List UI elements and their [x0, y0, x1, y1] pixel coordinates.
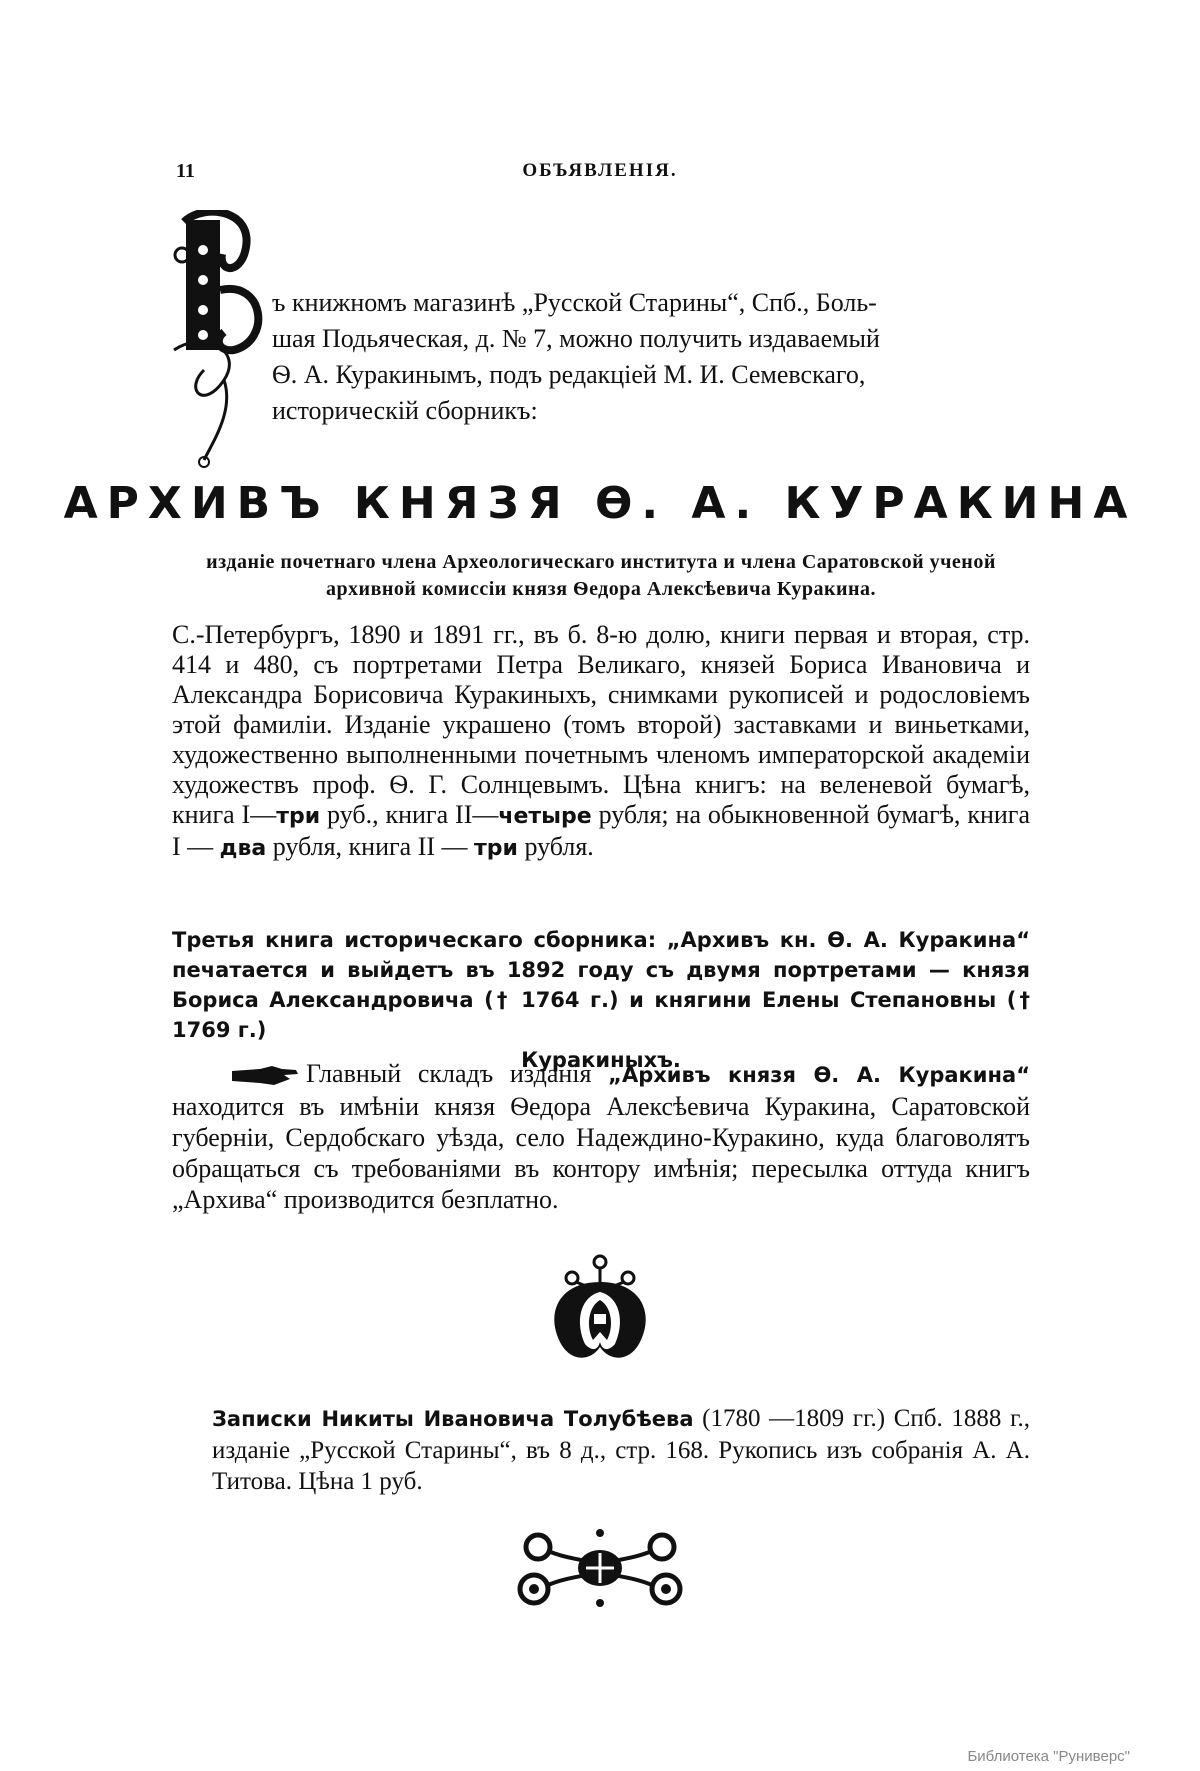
- desc-part-3: рубля; на обыкновенной бумагѣ, книга I —: [172, 800, 1030, 861]
- pointing-hand-icon: [230, 1065, 300, 1087]
- notice-text: Третья книга историческаго сборника: „Архивъ кн. Ѳ. А. Куракина“ печатается и выйдетъ въ 1892 году съ двумя портретами — князя Бориса Александровича († 1764 г.) и княгини Елены Степановны († 1769 г.): [172, 928, 1030, 1042]
- page-number: 11: [176, 160, 195, 182]
- notice-last-line: Куракиныхъ.: [521, 1048, 681, 1072]
- stock-part-1: Главный складъ изданія: [306, 1059, 609, 1088]
- stock-bold: „Архивъ князя Ѳ. А. Куракина“: [608, 1063, 1030, 1087]
- intro-line-1: ъ книжномъ магазинѣ „Русской Старины“, Спб., Боль-: [272, 288, 877, 317]
- book-description: [172, 620, 1030, 864]
- intro-paragraph: [272, 285, 1032, 429]
- stock-part-2: находится въ имѣніи князя Ѳедора Алексѣевича Куракина, Саратовской губерніи, Сердобскаго уѣзда, село Надеждино-Куракино, куда благоволятъ обращаться съ требованіями въ контору имѣнія; пересылка оттуда книгъ „Архива“ производится безплатно.: [172, 1092, 1030, 1214]
- price-3: два: [219, 836, 267, 861]
- book-subtitle: изданіе почетнаго члена Археологическаго института и члена Саратовской ученой архивной комиссіи князя Ѳедора Алексѣевича Куракина.: [206, 551, 996, 600]
- intro-line-2: шая Подьяческая, д. № 7, можно получить издаваемый: [272, 324, 880, 353]
- desc-part-1: С.-Петербургъ, 1890 и 1891 гг., въ б. 8-ю долю, книги первая и вторая, стр. 414 и 480, съ портретами Петра Великаго, князей Бориса Ивановича и Александра Борисовича Куракиныхъ, снимками рукописей и родословіемъ этой фамиліи. Изданіе украшено (томъ второй) заставками и виньетками, художественно выполненными почетнымъ членомъ императорской академіи художествъ проф. Ѳ. Г. Солнцевымъ. Цѣна книгъ: на веленевой бумагѣ, книга I—: [172, 620, 1030, 829]
- library-watermark: Библиотека "Руниверс": [967, 1748, 1130, 1765]
- zapiski-announcement: [212, 1403, 1030, 1497]
- warehouse-paragraph: [172, 1058, 1030, 1215]
- third-book-notice: [172, 925, 1030, 1075]
- ornament-tailpiece: [512, 1527, 688, 1609]
- intro-line-4: историческій сборникъ:: [272, 396, 538, 425]
- zapiski-title: Записки Никиты Ивановича Толубѣева: [212, 1407, 694, 1431]
- zapiski-details: (1780 —1809 гг.) Спб. 1888 г., изданіе „Русской Старины“, въ 8 д., стр. 168. Рукопись изъ собранія А. А. Титова. Цѣна 1 руб.: [212, 1405, 1030, 1495]
- running-title: ОБЪЯВЛЕНІЯ.: [522, 160, 678, 181]
- desc-part-5: рубля.: [517, 832, 594, 861]
- desc-part-4: рубля, книга II —: [266, 832, 475, 861]
- intro-line-3: Ѳ. А. Куракинымъ, подъ редакціей М. И. Семевскаго,: [272, 360, 866, 389]
- ornamental-dropcap-v: [164, 210, 274, 470]
- desc-part-2: руб., книга II—: [320, 800, 499, 829]
- price-4: три: [474, 836, 518, 861]
- price-2: четыре: [498, 804, 592, 829]
- ornament-vignette: [540, 1252, 660, 1372]
- book-title: АРХИВЪ КНЯЗЯ Ѳ. А. КУРАКИНА: [63, 478, 1137, 529]
- price-1: три: [276, 804, 321, 829]
